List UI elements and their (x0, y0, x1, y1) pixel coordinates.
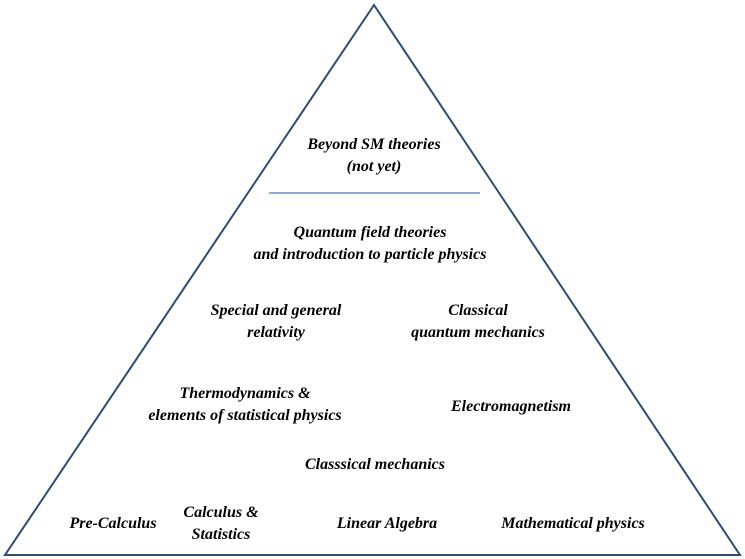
beyond-sm-line2: (not yet) (346, 158, 402, 175)
calculus-line1: Calculus & (183, 504, 259, 521)
beyond-sm-label (274, 134, 474, 178)
quantum-line1: Classical (448, 302, 508, 319)
calculus-statistics-label (166, 502, 276, 546)
qft-label (220, 222, 520, 266)
quantum-mechanics-label (388, 300, 568, 344)
linear-algebra-label (322, 513, 452, 535)
precalculus-label (53, 513, 173, 535)
precalculus-text: Pre-Calculus (69, 515, 157, 532)
relativity-line1: Special and general (210, 302, 342, 319)
thermo-line2: elements of statistical physics (148, 407, 342, 424)
linear-algebra-text: Linear Algebra (336, 515, 438, 532)
quantum-line2: quantum mechanics (411, 324, 545, 341)
electromagnetism-text: Electromagnetism (451, 398, 571, 415)
qft-line1: Quantum field theories (293, 224, 447, 241)
relativity-line2: relativity (247, 324, 305, 341)
mathematical-physics-label (478, 513, 668, 535)
classical-mechanics-label (280, 454, 470, 476)
mathematical-physics-text: Mathematical physics (501, 515, 645, 532)
calculus-line2: Statistics (191, 526, 251, 543)
relativity-label (186, 300, 366, 344)
thermo-line1: Thermodynamics & (179, 385, 311, 402)
electromagnetism-label (426, 396, 596, 418)
classical-mechanics-text: Classsical mechanics (304, 456, 445, 473)
beyond-sm-line1: Beyond SM theories (307, 136, 441, 153)
thermodynamics-label (120, 383, 370, 427)
qft-line2: and introduction to particle physics (253, 246, 487, 263)
